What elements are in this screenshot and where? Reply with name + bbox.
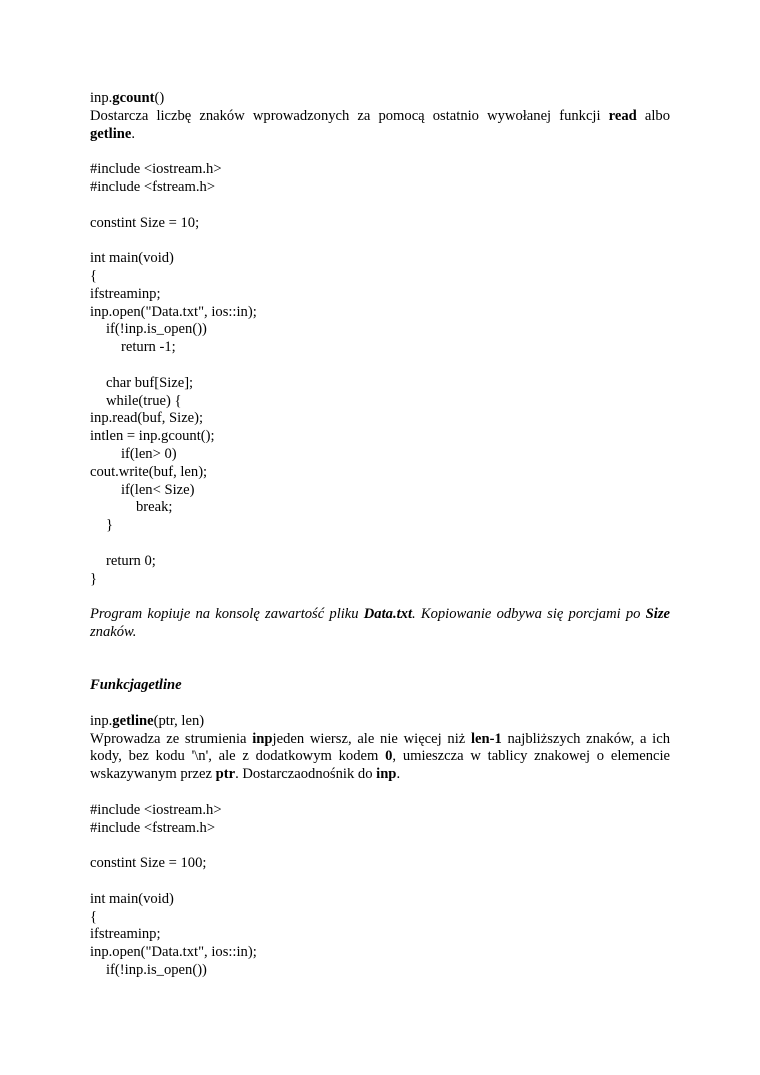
desc-len-keyword: len-1 xyxy=(470,730,502,747)
code-line: ifstreaminp; xyxy=(90,285,161,302)
gcount-signature xyxy=(90,90,670,108)
getline-description xyxy=(90,731,670,784)
desc-text: . xyxy=(396,766,401,783)
section-heading: Funkcjagetline xyxy=(90,677,182,694)
desc-zero-keyword: 0 xyxy=(385,748,393,765)
code-line xyxy=(90,232,670,250)
code-line: if(len< Size) xyxy=(121,481,195,498)
program-note xyxy=(90,606,670,642)
code-line: } xyxy=(90,570,98,587)
code-line: ifstreaminp; xyxy=(90,926,161,943)
note-text: znaków. xyxy=(90,623,137,640)
code-line xyxy=(90,357,670,375)
gcount-description xyxy=(90,108,670,144)
signature-name: getline xyxy=(112,712,154,729)
code-line: return 0; xyxy=(106,552,156,569)
desc-text: albo xyxy=(636,107,670,124)
code-line: cout.write(buf, len); xyxy=(90,463,208,480)
signature-prefix: inp. xyxy=(90,712,113,729)
code-line: if(len> 0) xyxy=(121,445,177,462)
code-line: #include <iostream.h> xyxy=(90,161,222,178)
desc-getline-keyword: getline xyxy=(90,125,132,142)
desc-read-keyword: read xyxy=(608,107,637,124)
document-page xyxy=(90,90,670,980)
desc-text: . xyxy=(131,125,135,142)
signature-prefix: inp. xyxy=(90,90,113,106)
code-line: constint Size = 10; xyxy=(90,214,200,231)
code-line: int main(void) xyxy=(90,250,174,267)
code-block-1 xyxy=(90,161,670,588)
desc-text: najbliższych znaków, a ich kody, bez kodu '\n', ale z dodatkowym kodem xyxy=(90,730,671,765)
desc-text: Wprowadza ze strumienia xyxy=(90,730,253,747)
code-line: } xyxy=(106,517,114,534)
code-line xyxy=(90,535,670,553)
code-line: #include <iostream.h> xyxy=(90,801,222,818)
code-line xyxy=(90,873,670,891)
note-text: Program kopiuje na konsolę zawartość pliku xyxy=(90,606,364,623)
getline-signature xyxy=(90,713,670,731)
code-line: inp.open("Data.txt", ios::in); xyxy=(90,303,257,320)
note-size-keyword: Size xyxy=(645,606,670,623)
code-line: { xyxy=(90,267,98,284)
desc-ptr-keyword: ptr xyxy=(215,766,236,783)
code-line: break; xyxy=(136,499,173,516)
desc-text: . Dostarczaodnośnik do xyxy=(235,766,377,783)
code-line: if(!inp.is_open()) xyxy=(106,321,207,338)
code-line xyxy=(90,837,670,855)
code-line: intlen = inp.gcount(); xyxy=(90,428,215,445)
desc-text: , umieszcza w tablicy znakowej o elemencie wskazywanym przez xyxy=(90,748,671,783)
code-line: int main(void) xyxy=(90,890,174,907)
code-line: inp.open("Data.txt", ios::in); xyxy=(90,944,257,961)
desc-inp-keyword: inp xyxy=(252,730,273,747)
signature-suffix: () xyxy=(154,90,165,106)
desc-inp-keyword: inp xyxy=(376,766,397,783)
code-line: #include <fstream.h> xyxy=(90,178,216,195)
code-line: inp.read(buf, Size); xyxy=(90,410,204,427)
code-line: { xyxy=(90,908,98,925)
code-line: constint Size = 100; xyxy=(90,855,207,872)
note-text: . Kopiowanie odbywa się porcjami po xyxy=(412,606,641,623)
code-line: char buf[Size]; xyxy=(106,374,194,391)
desc-text: jeden wiersz, ale nie więcej niż xyxy=(272,730,471,747)
code-line: #include <fstream.h> xyxy=(90,819,216,836)
code-line: return -1; xyxy=(121,339,176,356)
code-line: if(!inp.is_open()) xyxy=(106,962,207,979)
note-filename: Data.txt xyxy=(363,606,413,623)
desc-text: Dostarcza liczbę znaków wprowadzonych za pomocą ostatnio wywołanej funkcji xyxy=(90,107,609,124)
code-line: while(true) { xyxy=(106,392,182,409)
signature-suffix: (ptr, len) xyxy=(153,712,205,729)
code-block-2 xyxy=(90,802,670,980)
signature-name: gcount xyxy=(112,90,155,106)
code-line xyxy=(90,197,670,215)
